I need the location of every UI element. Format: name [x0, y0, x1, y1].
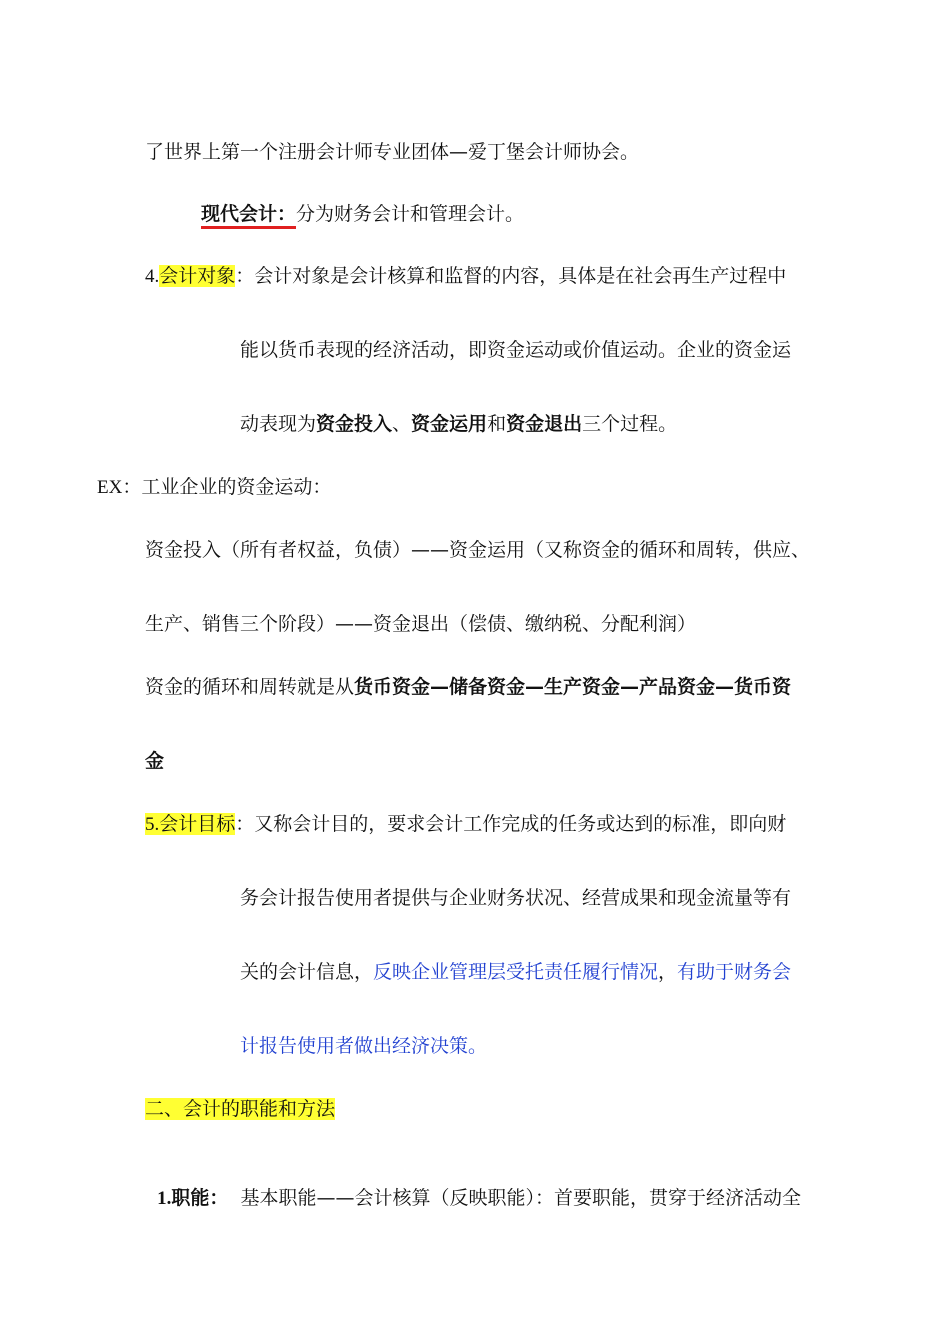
term-capital-exit: 资金退出: [506, 413, 583, 435]
text-line-5: [240, 411, 677, 437]
item-number: 4.: [145, 266, 160, 287]
line-text: 务会计报告使用者提供与企业财务状况、经营成果和现金流量等有: [240, 887, 792, 909]
text-line-example: [97, 474, 331, 501]
text-line-accounting-objective: [145, 811, 786, 838]
text-line-8: [145, 611, 696, 637]
text-line-12: [240, 885, 791, 911]
line-text: 关的会计信息，: [240, 961, 374, 983]
line-text: 和: [487, 413, 507, 435]
term-capital-use: 资金运用: [411, 413, 488, 435]
item-number: 5.: [145, 814, 160, 835]
example-label: EX: [97, 477, 123, 498]
section-heading: [145, 1096, 335, 1122]
blue-text-responsibility: 反映企业管理层受托责任履行情况: [373, 961, 659, 983]
term-accounting-objective-box: [145, 813, 235, 835]
text-line-9: [145, 674, 791, 700]
line-text: 金: [145, 750, 165, 772]
line-text: 生产、销售三个阶段）——资金退出（偿债、缴纳税、分配利润）: [145, 613, 697, 635]
text-line-functions: [145, 1159, 801, 1212]
item-number: 1.: [157, 1188, 172, 1209]
blue-text-decision: 有助于财务会: [677, 961, 792, 983]
section-title: 二、会计的职能和方法: [145, 1098, 336, 1120]
line-text: 三个过程。: [582, 413, 678, 435]
line-text: 分为财务会计和管理会计。: [296, 203, 525, 225]
term-accounting-object: 会计对象: [159, 265, 236, 287]
text-line-modern-accounting: [201, 201, 524, 227]
line-text: ，: [658, 961, 678, 983]
line-text: ：工业企业的资金运动：: [122, 476, 332, 498]
text-line-13: [240, 959, 791, 985]
line-text: 动表现为: [240, 413, 317, 435]
capital-cycle-bold: 货币资金—储备资金—生产资金—产品资金—货币资: [354, 676, 792, 698]
line-text: ：又称会计目的，要求会计工作完成的任务或达到的标准，即向财: [235, 813, 787, 835]
text-line-14: [240, 1033, 487, 1059]
term-accounting-objective: 会计目标: [159, 813, 236, 835]
text-line-10: [145, 748, 164, 774]
line-text: 资金投入（所有者权益，负债）——资金运用（又称资金的循环和周转，供应、: [145, 539, 811, 561]
line-text: 能以货币表现的经济活动，即资金运动或价值运动。企业的资金运: [240, 339, 792, 361]
text-line-accounting-object: [145, 263, 786, 290]
line-text: 了世界上第一个注册会计师专业团体—爱丁堡会计师协会。: [145, 141, 640, 163]
text-line-4: [240, 337, 791, 363]
text-line-1: [145, 139, 639, 165]
term-functions: 职能：: [171, 1187, 229, 1209]
term-modern-accounting: 现代会计：: [201, 203, 296, 229]
text-line-7: [145, 537, 810, 563]
line-text: 、: [392, 413, 412, 435]
line-text: 资金的循环和周转就是从: [145, 676, 355, 698]
term-capital-input: 资金投入: [316, 413, 393, 435]
line-text: 基本职能——会计核算（反映职能）：首要职能，贯穿于经济活动全: [228, 1187, 801, 1209]
line-text: ：会计对象是会计核算和监督的内容，具体是在社会再生产过程中: [235, 265, 787, 287]
line-text: 计报告使用者做出经济决策。: [240, 1035, 488, 1057]
